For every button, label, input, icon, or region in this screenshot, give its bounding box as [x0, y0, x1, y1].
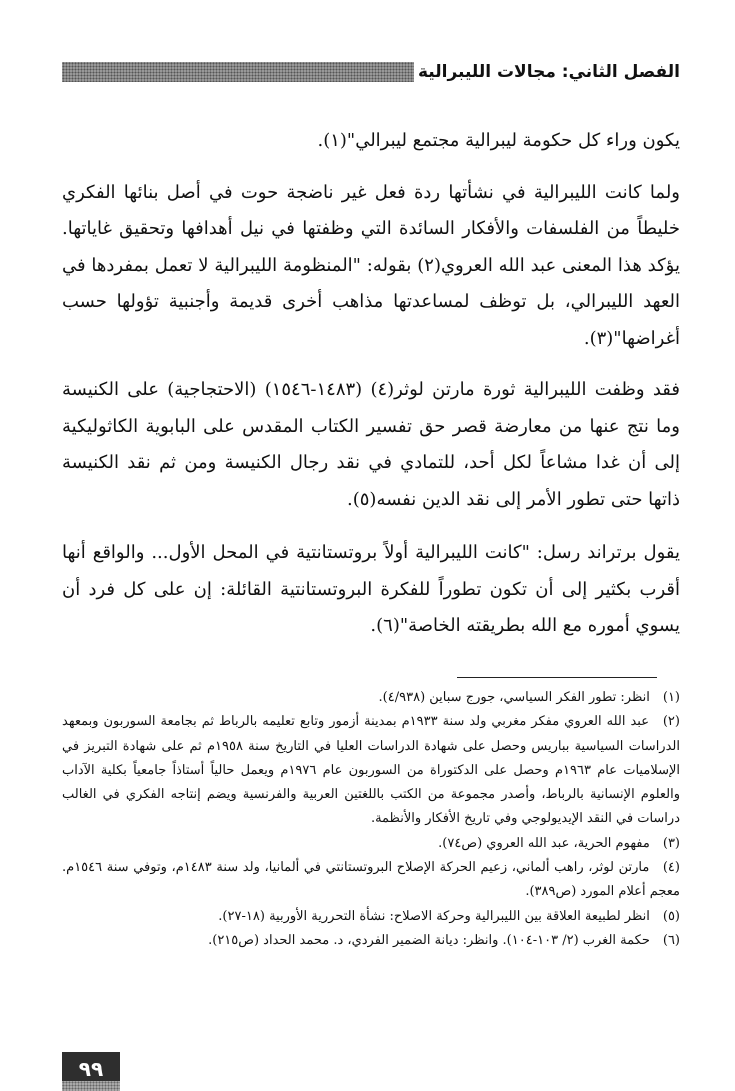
paragraph-1: يكون وراء كل حكومة ليبرالية مجتمع ليبرالي"(١).	[317, 130, 680, 151]
footnote-number: (٣)	[662, 835, 680, 851]
footnote-separator	[457, 677, 657, 678]
page-number: ٩٩	[62, 1052, 120, 1086]
footnote-6	[62, 929, 680, 953]
footnote-number: (٦)	[662, 932, 680, 948]
chapter-title: الفصل الثاني: مجالات الليبرالية	[417, 62, 680, 82]
footnote-number: (٥)	[662, 908, 680, 924]
footnote-text: حكمة الغرب (٢/ ١٠٣-١٠٤). وانظر: ديانة الضمير الفردي، د. محمد الحداد (ص٢١٥).	[208, 932, 650, 948]
footnote-text: انظر لطبيعة العلاقة بين الليبرالية وحركة الاصلاح: نشأة التحررية الأوربية (١٨-٢٧).	[218, 908, 650, 924]
main-text	[62, 123, 680, 645]
paragraph-3: فقد وظفت الليبرالية ثورة مارتن لوثر(٤) (١٤٨٣-١٥٤٦) (الاحتجاجية) على الكنيسة وما نتج عنها من معارضة قصر حق تفسير الكتاب المقدس على البابوية الكاثوليكية إلى أن غدا مشاعاً لكل أحد، للتمادي في نقد رجال الكنيسة ومن ثم نقد الكنيسة ذاتها حتى تطور الأمر إلى نقد الدين نفسه(٥).	[62, 379, 680, 510]
page-number-decoration	[62, 1081, 120, 1091]
footnote-1	[62, 686, 680, 710]
footnotes	[62, 686, 680, 953]
footnote-text: انظر: تطور الفكر السياسي، جورج سباين (٤/٩٣٨).	[378, 690, 650, 705]
footnote-2	[62, 710, 680, 831]
header-decorative-bar	[62, 62, 414, 82]
paragraph-4: يقول برتراند رسل: "كانت الليبرالية أولاً بروتستانتية في المحل الأول... والواقع أنها أقرب بكثير إلى أن تكون تطوراً للفكرة البروتستانتية القائلة: إن على كل فرد أن يسوي أموره مع الله بطريقته الخاصة"(٦).	[62, 542, 680, 636]
footnote-number: (٢)	[662, 714, 680, 730]
footnote-text: عبد الله العروي مفكر مغربي ولد سنة ١٩٣٣م بمدينة أزمور وتابع تعليمه بالرباط ثم بجامعة السوربون وبمعهد الدراسات السياسية بباريس وحصل على شهادة الدراسات العليا في التاريخ سنة ١٩٥٨م ثم على شهادة التبريز في الإسلاميات عام ١٩٦٣م وحصل على الدكتوراة من السوربون عام ١٩٧٦م ويعمل حالياً أستاذاً جامعياً بكلية الآداب والعلوم الإنسانية بالرباط، وأصدر مجموعة من الكتب باللغتين العربية والفرنسية ويضم إنتاجه الفكري في الغالب دراسات في النقد الإيديولوجي وفي تاريخ الأفكار والأنظمة.	[62, 714, 680, 827]
footnote-number: (١)	[662, 690, 680, 705]
running-header	[62, 60, 680, 84]
paragraph-2: ولما كانت الليبرالية في نشأتها ردة فعل غير ناضجة حوت في أصل بنائها الفكري خليطاً من الفلسفات والأفكار السائدة التي وظفتها في نيل أهدافها وتحقيق غاياتها. يؤكد هذا المعنى عبد الله العروي(٢) بقوله: "المنظومة الليبرالية لا تعمل بمفردها في العهد الليبرالي، بل توظف لمساعدتها مذاهب أخرى قديمة وأجنبية تؤولها حسب أغراضها"(٣).	[62, 181, 681, 349]
footnote-text: مارتن لوثر، راهب ألماني، زعيم الحركة الإصلاح البروتستانتي في ألمانيا، ولد سنة ١٤٨٣م، وتوفي سنة ١٥٤٦م. معجم أعلام المورد (ص٣٨٩).	[62, 860, 680, 900]
footnote-4	[62, 856, 680, 905]
footnote-5	[62, 905, 680, 929]
footnote-number: (٤)	[662, 860, 680, 876]
footnote-3	[62, 832, 680, 856]
footnote-text: مفهوم الحرية، عبد الله العروي (ص٧٤).	[438, 835, 650, 851]
